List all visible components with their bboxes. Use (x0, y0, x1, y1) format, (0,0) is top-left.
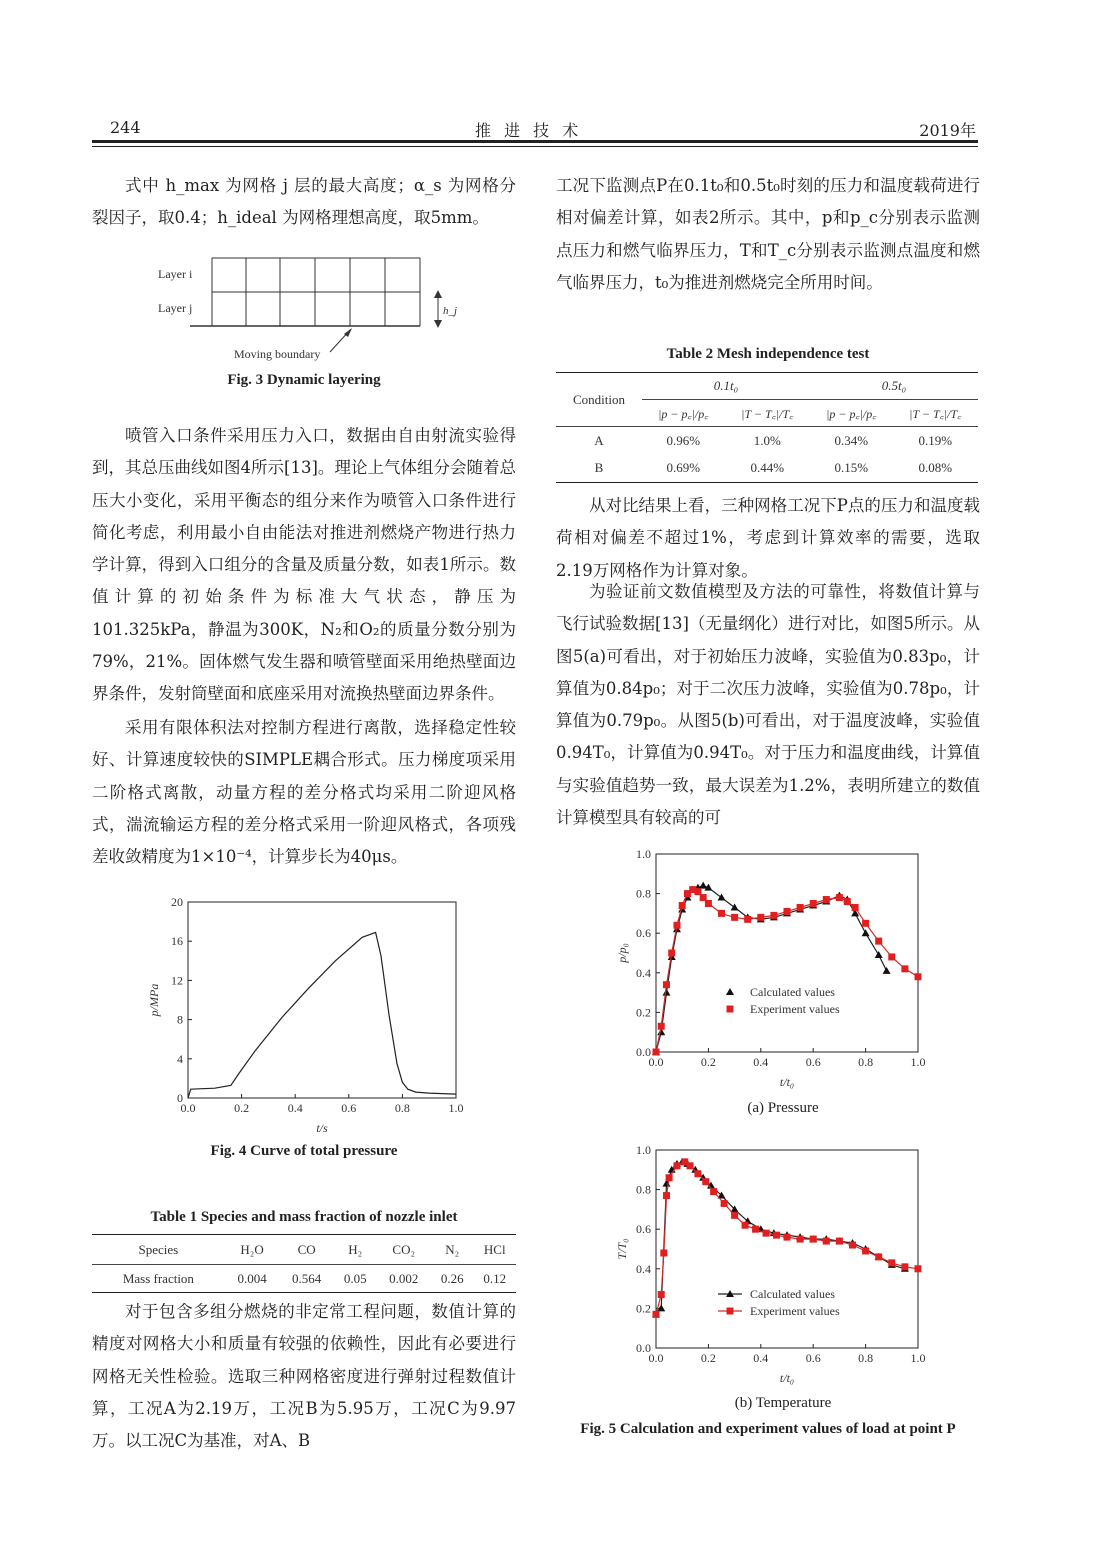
x-tick-label: 0.4 (753, 1351, 769, 1365)
data-point (797, 1236, 804, 1243)
y-tick-label: 0.4 (636, 1261, 651, 1276)
header-rule-thick (92, 140, 978, 143)
table2-group-header: 0.5t₀ (810, 373, 978, 400)
x-axis-label: t/t₀ (779, 1371, 795, 1385)
fig4-caption: Fig. 4 Curve of total pressure (210, 1143, 398, 1159)
data-point (662, 989, 670, 996)
table2-cell: A (594, 432, 604, 448)
table1-cell: 0.004 (237, 1270, 267, 1286)
data-point (836, 1238, 843, 1245)
legend-label: Experiment values (750, 1304, 840, 1318)
fig3-hj-label: h_j (443, 305, 458, 317)
right-paragraph-1: 工况下监测点P在0.1t₀和0.5t₀时刻的压力和温度载荷进行相对偏差计算，如表2所示。其中，p和p_c分别表示监测点压力和燃气临界压力，T和T_c分别表示监测点温度和燃气临界压力，t₀为推进剂燃烧完全所用时间。 (556, 176, 980, 292)
x-tick-label: 1.0 (910, 1351, 926, 1365)
table1-cell: 0.12 (483, 1270, 507, 1286)
table1 (92, 1234, 516, 1293)
plot-frame (188, 902, 456, 1098)
data-point (744, 916, 751, 923)
table2-title: Table 2 Mesh independence test (666, 346, 870, 362)
data-point (658, 1023, 665, 1030)
table2-subheader-cell: |T − T꜀|/T꜀ (741, 406, 794, 421)
table2-group-row (556, 373, 978, 400)
x-tick-label: 0.0 (648, 1055, 664, 1069)
data-point (915, 1265, 922, 1272)
y-tick-label: 0 (177, 1091, 183, 1105)
y-tick-label: 8 (177, 1012, 183, 1027)
table2-cell: 0.96% (666, 432, 701, 448)
x-tick-label: 0.2 (700, 1055, 716, 1069)
data-point (862, 929, 870, 936)
data-point (705, 900, 712, 907)
data-point (752, 1226, 759, 1233)
table1-header-row (92, 1235, 516, 1265)
table1-header-cell: CO₂ (392, 1241, 416, 1257)
table1-title: Table 1 Species and mass fraction of nozzle inlet (150, 1209, 458, 1225)
y-tick-label: 0.2 (636, 1301, 651, 1316)
data-point (862, 920, 869, 927)
data-point (710, 1188, 717, 1195)
table2-cell: 0.15% (834, 460, 869, 476)
table2-cell: 0.69% (666, 460, 701, 476)
fig3-moving-boundary-label: Moving boundary (234, 347, 321, 361)
left-paragraph-2: 喷管入口条件采用压力入口，数据由自由射流实验得到，其总压曲线如图4所示[13]。理论上气体组分会随着总压大小变化，采用平衡态的组分来作为喷管入口条件进行简化考虑，利用最小自由能法对推进剂燃烧产物进行热力学计算，得到入口组分的含量及质量分数，如表1所示。数值计算的初始条件为标准大气状态，静压为101.325kPa，静温为300K，N₂和O₂的质量分数分别为79%，21%。固体燃气发生器和喷管壁面采用绝热壁面边界条件，发射筒壁面和底座采用对流换热壁面边界条件。 (92, 426, 516, 704)
x-tick-label: 0.2 (234, 1101, 250, 1115)
data-point (915, 973, 922, 980)
y-tick-label: 4 (177, 1051, 183, 1066)
plot-frame (656, 1150, 918, 1348)
data-point (852, 904, 859, 911)
data-point (668, 950, 675, 957)
y-tick-label: 0.8 (636, 886, 651, 901)
data-point (823, 1238, 830, 1245)
table2-subheader-cell: |p − p꜀|/p꜀ (658, 406, 709, 421)
data-point (763, 1230, 770, 1237)
fig5a-subcaption: (a) Pressure (747, 1100, 819, 1116)
data-point (653, 1049, 660, 1056)
left-paragraph-3: 采用有限体积法对控制方程进行离散，选择稳定性较好、计算速度较快的SIMPLE耦合形式。压力梯度项采用二阶格式离散，动量方程的差分格式均采用二阶迎风格式，湍流输运方程的差分格式采用一阶迎风格式，各项残差收敛精度为1×10⁻⁴，计算步长为40μs。 (92, 718, 516, 867)
data-point (770, 912, 777, 919)
data-point (773, 1232, 780, 1239)
data-point (875, 938, 882, 945)
x-tick-label: 0.0 (648, 1351, 664, 1365)
left-paragraph-1: 式中 h_max 为网格 j 层的最大高度；α_s 为网格分裂因子，取0.4；h_ideal 为网格理想高度，取5mm。 (92, 176, 516, 228)
table2-row (556, 455, 978, 483)
data-point (679, 902, 686, 909)
table1-header-cell: HCl (483, 1241, 506, 1257)
x-axis-label: t/t₀ (779, 1075, 795, 1089)
table1-header-cell: H₂ (348, 1241, 363, 1257)
y-tick-label: 1.0 (636, 847, 651, 861)
y-tick-label: 0.8 (636, 1182, 651, 1197)
x-tick-label: 0.8 (858, 1055, 874, 1069)
y-tick-label: 0.6 (636, 1222, 651, 1237)
data-point (901, 1263, 908, 1270)
x-tick-label: 0.2 (700, 1351, 716, 1365)
data-point (836, 894, 843, 901)
table1-header-cell: CO (297, 1241, 316, 1257)
data-point (844, 898, 851, 905)
x-tick-label: 0.4 (753, 1055, 769, 1069)
year: 2019年 (919, 121, 976, 140)
data-point (673, 1162, 680, 1169)
x-tick-label: 0.8 (394, 1101, 410, 1115)
data-point (694, 1170, 701, 1177)
table2-subheader-cell: |p − p꜀|/p꜀ (826, 406, 877, 421)
legend-label: Experiment values (750, 1002, 840, 1016)
fig4-total-pressure-chart (140, 890, 480, 1140)
x-tick-label: 0.4 (287, 1101, 303, 1115)
data-point (731, 914, 738, 921)
data-point (742, 1222, 749, 1229)
data-point (823, 896, 830, 903)
table2 (556, 372, 978, 483)
table2-cell: 0.44% (750, 460, 785, 476)
y-tick-label: 20 (171, 895, 183, 909)
data-point (757, 914, 764, 921)
table1-cell: 0.564 (292, 1270, 322, 1286)
data-point (784, 908, 791, 915)
data-point (660, 1249, 667, 1256)
right-paragraph-2: 从对比结果上看，三种网格工况下P点的压力和温度载荷相对偏差不超过1%，考虑到计算效率的需要，选取2.19万网格作为计算对象。 (556, 496, 980, 580)
y-tick-label: 1.0 (636, 1143, 651, 1157)
x-tick-label: 0.8 (858, 1351, 874, 1365)
x-tick-label: 0.0 (180, 1101, 196, 1115)
data-point (721, 1200, 728, 1207)
data-point (797, 904, 804, 911)
data-point (663, 1192, 670, 1199)
data-point (673, 922, 680, 929)
table2-group-header: 0.1t₀ (642, 373, 810, 400)
data-point (875, 1253, 882, 1260)
table2-cell: 0.08% (918, 460, 953, 476)
data-point (666, 1174, 673, 1181)
legend-marker (726, 988, 734, 995)
table2-cell: 0.19% (918, 432, 953, 448)
x-tick-label: 0.6 (805, 1351, 821, 1365)
y-axis-label: p/p₀ (615, 943, 629, 963)
data-point (888, 1259, 895, 1266)
table2-subheader-cell: |T − T꜀|/T꜀ (909, 406, 962, 421)
x-tick-label: 0.6 (805, 1055, 821, 1069)
data-point (699, 882, 707, 889)
data-point (862, 1247, 869, 1254)
fig3-caption: Fig. 3 Dynamic layering (227, 372, 381, 388)
y-tick-label: 16 (171, 934, 183, 949)
fig3-layer-j-label: Layer j (158, 301, 193, 315)
table2-cell: 1.0% (753, 432, 781, 448)
table2-row (556, 427, 978, 455)
data-point (702, 1178, 709, 1185)
left-paragraph-4: 对于包含多组分燃烧的非定常工程问题，数值计算的精度对网格大小和质量有较强的依赖性，因此有必要进行网格无关性检验。选取三种网格密度进行弹射过程数值计算，工况A为2.19万，工况B为5.95万，工况C为9.97万。以工况C为基准，对A、B (92, 1302, 516, 1451)
legend-label: Calculated values (750, 1287, 835, 1301)
data-point (784, 1234, 791, 1241)
header-rule-thin (92, 146, 978, 147)
y-axis-label: p/MPa (147, 983, 161, 1017)
fig5-caption: Fig. 5 Calculation and experiment values of load at point P (580, 1421, 956, 1437)
data-point (687, 1162, 694, 1169)
table1-cell: Mass fraction (122, 1270, 194, 1286)
data-point (888, 953, 895, 960)
y-axis-label: T/T₀ (615, 1238, 629, 1260)
table2-cell: 0.34% (834, 432, 869, 448)
y-tick-label: 0.6 (636, 926, 651, 941)
table1-header-cell: N₂ (445, 1241, 460, 1257)
data-point (731, 903, 739, 910)
x-tick-label: 1.0 (448, 1101, 464, 1115)
page-number: 244 (110, 118, 141, 137)
fig5b-subcaption: (b) Temperature (734, 1395, 832, 1411)
x-tick-label: 1.0 (910, 1055, 926, 1069)
right-paragraph-3: 为验证前文数值模型及方法的可靠性，将数值计算与飞行试验数据[13]（无量纲化）进行对比，如图5所示。从图5(a)可看出，对于初始压力波峰，实验值为0.83p₀，计算值为0.84p₀；对于二次压力波峰，实验值为0.78p₀，计算值为0.79p₀。从图5(b)可看出，对于温度波峰，实验值0.94T₀，计算值为0.94T₀。对于压力和温度曲线，计算值与实验值趋势一致，最大误差为1.2%，表明所建立的数值计算模型具有较高的可 (556, 582, 980, 828)
y-tick-label: 0.2 (636, 1005, 651, 1020)
data-point (663, 981, 670, 988)
y-tick-label: 0.0 (636, 1341, 651, 1355)
data-point (849, 1242, 856, 1249)
table1-cell: 0.05 (343, 1270, 367, 1286)
table1-cell: 0.002 (389, 1270, 419, 1286)
journal-title: 推 进 技 术 (475, 121, 583, 140)
data-point (718, 894, 726, 901)
table1-cell: 0.26 (440, 1270, 464, 1286)
y-tick-label: 0.4 (636, 965, 651, 980)
table1-header-cell: H₂O (240, 1241, 264, 1257)
table1-row (92, 1265, 516, 1293)
y-tick-label: 12 (171, 973, 183, 988)
series-line (188, 932, 456, 1098)
legend-marker (727, 1308, 734, 1315)
data-point (875, 951, 883, 958)
fig5a-pressure-chart (590, 842, 950, 1102)
data-point (658, 1291, 665, 1298)
x-tick-label: 0.6 (341, 1101, 357, 1115)
data-point (718, 910, 725, 917)
fig3-layer-i-label: Layer i (158, 267, 193, 281)
y-tick-label: 0.0 (636, 1045, 651, 1059)
data-point (653, 1311, 660, 1318)
legend-label: Calculated values (750, 985, 835, 999)
table2-condition-header: Condition (556, 373, 642, 427)
data-point (810, 900, 817, 907)
fig5b-temperature-chart (590, 1138, 950, 1398)
legend-marker (727, 1006, 734, 1013)
data-point (731, 1212, 738, 1219)
data-point (901, 965, 908, 972)
fig3-dynamic-layering (150, 248, 470, 366)
data-point (810, 1236, 817, 1243)
table2-cell: B (594, 460, 604, 476)
x-axis-label: t/s (316, 1121, 328, 1135)
data-point (883, 967, 891, 974)
table1-header-cell: Species (138, 1241, 179, 1257)
